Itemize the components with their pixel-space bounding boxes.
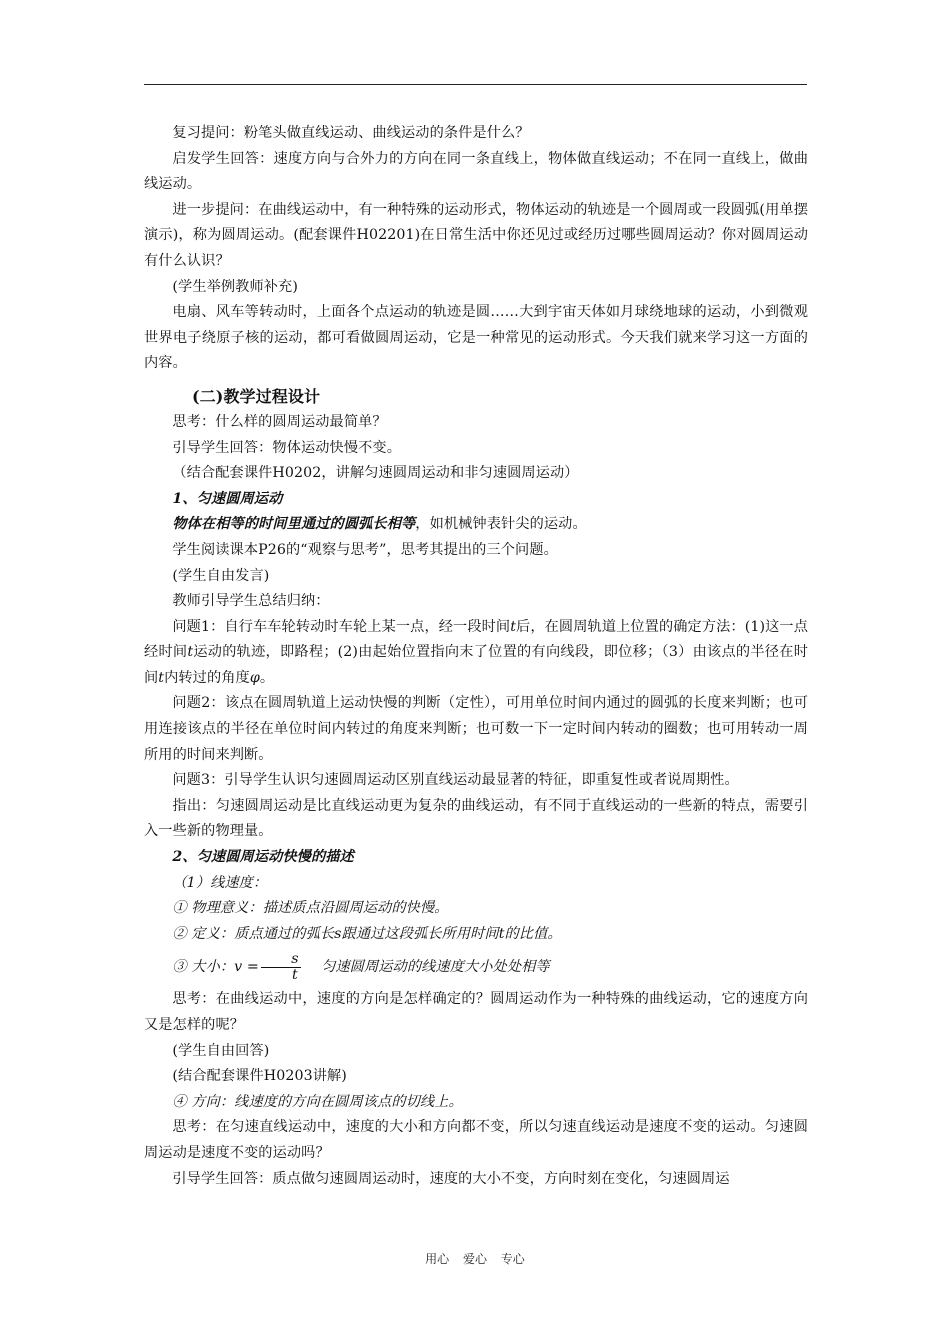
paragraph: 学生阅读课本P26的“观察与思考”，思考其提出的三个问题。 (172, 541, 558, 558)
math-var: t (510, 618, 517, 635)
formula-lhs: v = (234, 959, 259, 976)
list-item: ② 定义：质点通过的弧长s跟通过这段弧长所用时间t的比值。 (172, 925, 562, 942)
fraction-numerator: s (261, 952, 301, 968)
fraction-denominator: t (292, 966, 298, 983)
text-run: 问题1：自行车车轮转动时车轮上某一点，经一段时间 (172, 618, 511, 635)
definition-paragraph (144, 512, 808, 538)
paragraph: 复习提问：粉笔头做直线运动、曲线运动的条件是什么？ (172, 125, 530, 141)
list-item: （1）线速度： (172, 874, 268, 891)
formula-label: ③ 大小： (172, 959, 235, 976)
question-2: 问题2：该点在圆周轨道上运动快慢的判断（定性），可用单位时间内通过的圆弧的长度来判断；也可用连接该点的半径在单位时间内转过的角度来判断；也可数一下一定时间内转动的圈数；也可用转动一周所用的时间来判断。 (144, 695, 808, 763)
paragraph: (结合配套课件H0203讲解) (172, 1068, 347, 1085)
paragraph: 思考：在曲线运动中，速度的方向是怎样确定的？圆周运动作为一种特殊的曲线运动，它的速度方向又是怎样的呢？ (144, 991, 808, 1033)
paragraph: 思考：在匀速直线运动中，速度的大小和方向都不变，所以匀速直线运动是速度不变的运动。匀速圆周运动是速度不变的运动吗？ (144, 1119, 808, 1161)
header-rule (144, 84, 807, 85)
text-run: 内转过的角度 (164, 669, 250, 686)
subsection-heading: 2、匀速圆周运动快慢的描述 (172, 849, 354, 866)
paragraph: 思考：什么样的圆周运动最简单？ (172, 413, 387, 430)
page-footer: 用心 爱心 专心 (425, 1252, 525, 1266)
paragraph: (学生自由发言) (172, 567, 270, 584)
list-item: ① 物理意义：描述质点沿圆周运动的快慢。 (172, 900, 449, 917)
paragraph: 指出：匀速圆周运动是比直线运动更为复杂的曲线运动，有不同于直线运动的一些新的特点，需要引入一些新的物理量。 (144, 797, 808, 840)
question-1 (144, 615, 808, 692)
math-var: t (158, 669, 165, 686)
paragraph: 电扇、风车等转动时，上面各个点运动的轨迹是圆……大到宇宙天体如月球绕地球的运动，小到微观世界电子绕原子核的运动，都可看做圆周运动，它是一种常见的运动形式。今天我们就来学习这一方面的内容。 (144, 304, 808, 372)
text-run: 运动的轨迹，即路程；(2)由起始位置指向末了位置的有向线段，即位移；（3）由该点的半径在时间 (144, 644, 808, 686)
formula-note: 匀速圆周运动的线速度大小处处相等 (321, 959, 550, 976)
paragraph: 进一步提问：在曲线运动中，有一种特殊的运动形式，物体运动的轨迹是一个圆周或一段圆弧(用单摆演示)，称为圆周运动。(配套课件H02201)在日常生活中你还见过或经历过哪些圆周运动？你对圆周运动有什么认识？ (144, 201, 808, 269)
document-body (144, 121, 808, 1192)
paragraph: 教师引导学生总结归纳： (172, 593, 330, 610)
subsection-heading: 1、匀速圆周运动 (172, 490, 283, 507)
definition-example: ，如机械钟表针尖的运动。 (415, 516, 587, 533)
paragraph: (学生举例教师补充) (172, 278, 298, 295)
text-run: 后，在圆周轨道上位置的确定方法：(1)这一点经时间 (144, 618, 808, 661)
definition-text: 物体在相等的时间里通过的圆弧长相等 (172, 516, 416, 533)
paragraph: (学生自由回答) (172, 1042, 270, 1059)
math-var: t (187, 644, 194, 661)
velocity-formula (144, 947, 808, 987)
question-3: 问题3：引导学生认识匀速圆周运动区别直线运动最显著的特征，即重复性或者说周期性。 (172, 772, 739, 789)
paragraph: 引导学生回答：质点做匀速圆周运动时，速度的大小不变，方向时刻在变化，匀速圆周运 (172, 1170, 730, 1187)
math-var: φ (249, 669, 260, 686)
section-heading: (二)教学过程设计 (192, 386, 321, 406)
paragraph: （结合配套课件H0202，讲解匀速圆周运动和非匀速圆周运动） (172, 465, 579, 482)
paragraph: 引导学生回答：物体运动快慢不变。 (172, 439, 401, 456)
text-run: 。 (259, 669, 275, 686)
list-item: ④ 方向：线速度的方向在圆周该点的切线上。 (172, 1093, 463, 1110)
fraction (261, 952, 301, 983)
paragraph: 启发学生回答：速度方向与合外力的方向在同一条直线上，物体做直线运动；不在同一直线上，做曲线运动。 (144, 150, 808, 193)
